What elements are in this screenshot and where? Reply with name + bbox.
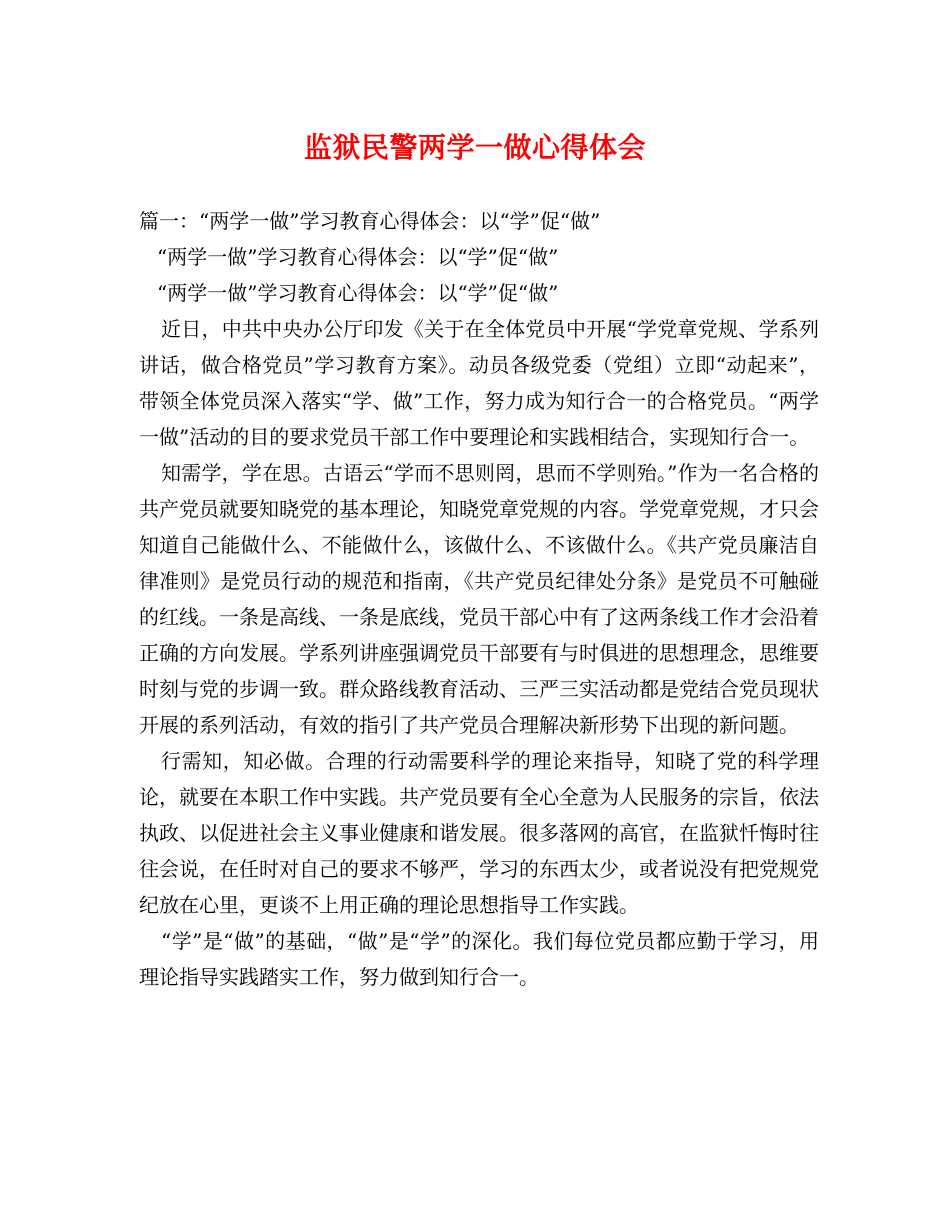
body-paragraph: 知需学，学在思。古语云“学而不思则罔，思而不学则殆。”作为一名合格的共产党员就要知晓党的基本理论，知晓党章党规的内容。学党章党规，才只会知道自己能做什么、不能做什么，该做什么、不该做什么。《共产党员廉洁自律准则》是党员行动的规范和指南，《共产党员纪律处分条》是党员不可触碰的红线。一条是高线、一条是底线，党员干部心中有了这两条线工作才会沿着正确的方向发展。学系列讲座强调党员干部要有与时俱进的思想理念，思维要时刻与党的步调一致。群众路线教育活动、三严三实活动都是党结合党员现状开展的系列活动，有效的指引了共产党员合理解决新形势下出现的新问题。 (139, 461, 819, 737)
body-paragraph: 行需知，知必做。合理的行动需要科学的理论来指导，知晓了党的科学理论，就要在本职工作中实践。共产党员要有全心全意为人民服务的宗旨，依法执政、以促进社会主义事业健康和谐发展。很多落网的高官，在监狱忏悔时往往会说，在任时对自己的要求不够严，学习的东西太少，或者说没有把党规党纪放在心里，更谈不上用正确的理论思想指导工作实践。 (139, 749, 819, 917)
heading-line: 篇一：“两学一做”学习教育心得体会：以“学”促“做” (139, 209, 601, 233)
body-paragraph: 近日，中共中央办公厅印发《关于在全体党员中开展“学党章党规、学系列讲话，做合格党员”学习教育方案》。动员各级党委（党组）立即“动起来”，带领全体党员深入落实“学、做”工作，努力成为知行合一的合格党员。“两学一做”活动的目的要求党员干部工作中要理论和实践相结合，实现知行合一。 (139, 317, 819, 449)
body-paragraph: “学”是“做”的基础，“做”是“学”的深化。我们每位党员都应勤于学习，用理论指导实践踏实工作，努力做到知行合一。 (139, 929, 819, 989)
document-body (139, 203, 819, 995)
heading-line: “两学一做”学习教育心得体会：以“学”促“做” (157, 281, 559, 305)
document-title: 监狱民警两学一做心得体会 (303, 131, 646, 164)
heading-line: “两学一做”学习教育心得体会：以“学”促“做” (157, 245, 559, 269)
